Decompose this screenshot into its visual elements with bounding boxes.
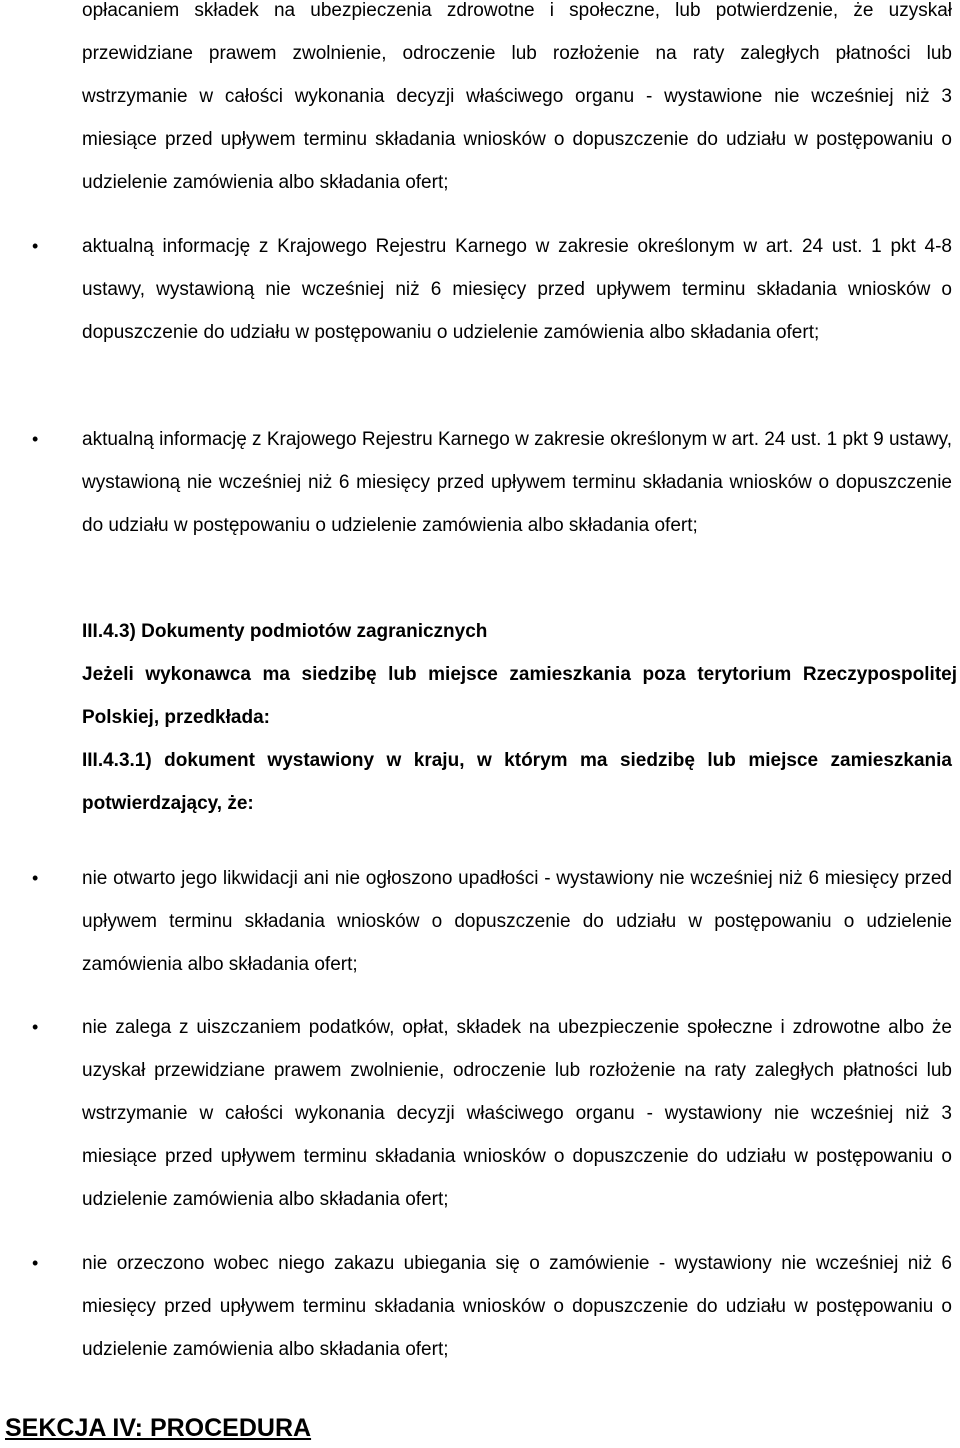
list-item-text: nie otwarto jego likwidacji ani nie ogłoszono upadłości - wystawiony nie wcześniej niż 6 miesięcy przed upływem terminu składania wniosków o dopuszczenie do udziału w postępowaniu o udzielenie zamówienia albo składania ofert; <box>82 868 952 975</box>
bullet-icon: • <box>32 429 39 449</box>
list-item-text: aktualną informację z Krajowego Rejestru Karnego w zakresie określonym w art. 24 ust. 1 pkt 4-8 ustawy, wystawioną nie wcześniej niż 6 miesięcy przed upływem terminu składania wniosków o dopuszczenie do udziału w postępowaniu o udzielenie zamówienia albo składania ofert; <box>82 236 952 343</box>
list-item-text: aktualną informację z Krajowego Rejestru Karnego w zakresie określonym w art. 24 ust. 1 pkt 9 ustawy, wystawioną nie wcześniej niż 6 miesięcy przed upływem terminu składania wniosków o dopuszczenie do udziału w postępowaniu o udzielenie zamówienia albo składania ofert; <box>82 429 952 536</box>
list-item-text: nie zalega z uiszczaniem podatków, opłat, składek na ubezpieczenie społeczne i zdrowotne albo że uzyskał przewidziane prawem zwolnienie, odroczenie lub rozłożenie na raty zaległych płatności lub wstrzymanie w całości wykonania decyzji właściwego organu - wystawiony nie wcześniej niż 3 miesiące przed upływem terminu składania wniosków o dopuszczenie do udziału w postępowaniu o udzielenie zamówienia albo składania ofert; <box>82 1017 952 1210</box>
bullet-icon: • <box>32 1017 39 1037</box>
section-title: SEKCJA IV: PROCEDURA <box>5 1414 312 1442</box>
intro-paragraph: opłacaniem składek na ubezpieczenia zdrowotne i społeczne, lub potwierdzenie, że uzyskał przewidziane prawem zwolnienie, odroczenie lub rozłożenie na raty zaległych płatności lub wstrzymanie w całości wykonania decyzji właściwego organu - wystawione nie wcześniej niż 3 miesiące przed upływem terminu składania wniosków o dopuszczenie do udziału w postępowaniu o udzielenie zamówienia albo składania ofert; <box>82 0 952 193</box>
bullet-icon: • <box>32 1253 39 1273</box>
heading-iii-4-3: III.4.3) Dokumenty podmiotów zagranicznych <box>82 621 488 642</box>
bullet-icon: • <box>32 868 39 888</box>
bullet-icon: • <box>32 236 39 256</box>
list-item-text: nie orzeczono wobec niego zakazu ubiegania się o zamówienie - wystawiony nie wcześniej niż 6 miesięcy przed upływem terminu składania wniosków o dopuszczenie do udziału w postępowaniu o udzielenie zamówienia albo składania ofert; <box>82 1253 952 1360</box>
foreign-intro: Jeżeli wykonawca ma siedzibę lub miejsce zamieszkania poza terytorium Rzeczypospolitej Polskiej, przedkłada: <box>82 664 957 728</box>
heading-iii-4-3-1: III.4.3.1) dokument wystawiony w kraju, w którym ma siedzibę lub miejsce zamieszkania potwierdzający, że: <box>82 750 952 814</box>
